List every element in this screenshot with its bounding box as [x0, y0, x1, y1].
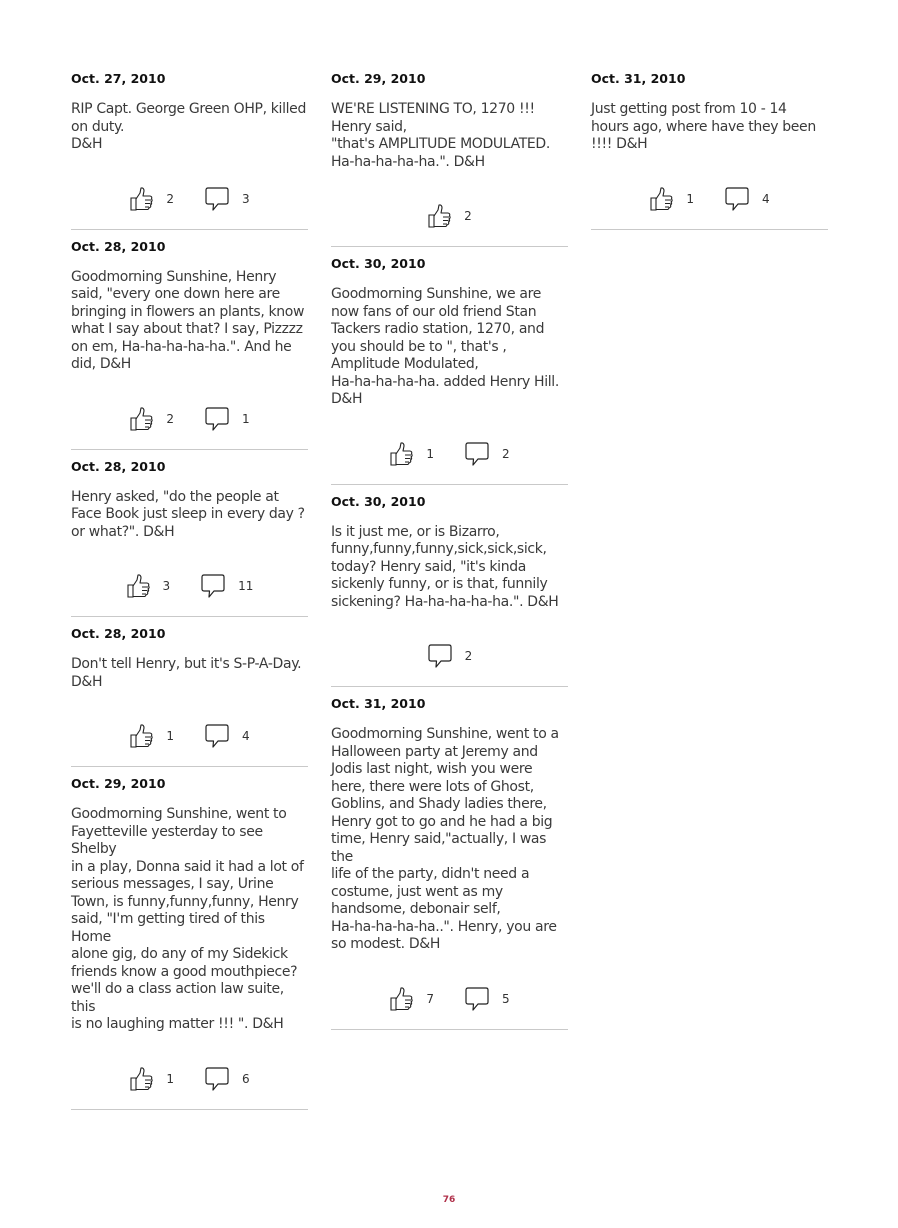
post-stats	[331, 439, 568, 469]
post-date: Oct. 28, 2010	[71, 458, 166, 474]
comment-count[interactable]	[204, 1066, 250, 1092]
post-date: Oct. 29, 2010	[71, 776, 166, 791]
column-right	[591, 62, 828, 230]
like-count-value: 3	[162, 579, 171, 593]
post	[331, 687, 568, 1030]
post-text: Goodmorning Sunshine, we are now fans of our old friend Stan Tackers radio station, 1270, and you should be to ", that's , Amplitude Modulated, Ha-ha-ha-ha-ha. added Henry Hill. D&H	[331, 286, 559, 407]
speech-bubble-icon[interactable]	[204, 723, 230, 749]
page-number: 76	[442, 1195, 456, 1205]
post-date: Oct. 29, 2010	[331, 71, 426, 86]
thumbs-up-icon[interactable]	[129, 406, 154, 432]
like-count-value: 1	[166, 1071, 174, 1086]
post-date: Oct. 30, 2010	[331, 493, 426, 509]
post-date: Oct. 31, 2010	[331, 696, 426, 711]
post-text: Don't tell Henry, but it's S-P-A-Day. D&H	[71, 656, 302, 690]
comment-count[interactable]	[724, 186, 770, 212]
post-text: WE'RE LISTENING TO, 1270 !!! Henry said, "that's AMPLITUDE MODULATED. Ha-ha-ha-ha-ha.". D&H	[331, 101, 550, 170]
post-text: RIP Capt. George Green OHP, killed on duty. D&H	[71, 101, 306, 152]
comment-count[interactable]	[427, 643, 473, 669]
speech-bubble-icon[interactable]	[427, 643, 453, 669]
like-count[interactable]	[649, 186, 694, 212]
speech-bubble-icon[interactable]	[724, 186, 750, 212]
speech-bubble-icon[interactable]	[464, 986, 490, 1012]
comment-count-value: 6	[242, 1071, 250, 1086]
speech-bubble-icon[interactable]	[204, 1066, 230, 1092]
thumbs-up-icon[interactable]	[649, 186, 674, 212]
post-stats	[331, 984, 568, 1014]
like-count[interactable]	[129, 723, 174, 749]
thumbs-up-icon[interactable]	[389, 986, 414, 1012]
like-count[interactable]	[389, 441, 434, 467]
post-stats	[331, 201, 568, 231]
thumbs-up-icon[interactable]	[129, 723, 154, 749]
post-stats	[71, 721, 308, 751]
like-count[interactable]	[129, 406, 174, 432]
like-count[interactable]	[389, 986, 434, 1012]
comment-count-value: 4	[242, 729, 250, 743]
comment-count-value: 1	[242, 411, 250, 426]
post-text: Just getting post from 10 - 14 hours ago, where have they been !!!! D&H	[591, 101, 816, 152]
comment-count-value: 2	[502, 446, 510, 461]
like-count-value: 1	[686, 191, 694, 206]
post-stats	[71, 184, 308, 214]
thumbs-up-icon[interactable]	[126, 573, 151, 599]
post	[331, 247, 568, 485]
post	[591, 62, 828, 230]
post-text: Goodmorning Sunshine, Henry said, "every one down here are bringing in flowers an plants, know what I say about that? I say, Pizzzz on em, Ha-ha-ha-ha-ha.". And he did, D&H	[71, 268, 305, 372]
comment-count-value: 5	[502, 991, 510, 1006]
column-middle	[331, 62, 568, 1030]
comment-count[interactable]	[204, 406, 250, 432]
comment-count[interactable]	[464, 986, 510, 1012]
like-count-value: 7	[426, 991, 434, 1006]
post-date: Oct. 30, 2010	[331, 256, 426, 271]
post	[71, 230, 308, 450]
post-date: Oct. 31, 2010	[591, 71, 686, 86]
comment-count[interactable]	[464, 441, 510, 467]
post-stats	[71, 1064, 308, 1094]
post-stats	[71, 404, 308, 434]
thumbs-up-icon[interactable]	[427, 203, 452, 229]
post	[71, 450, 308, 618]
post	[71, 767, 308, 1110]
column-left	[71, 62, 308, 1110]
like-count[interactable]	[126, 573, 171, 599]
post	[331, 62, 568, 247]
speech-bubble-icon[interactable]	[204, 186, 230, 212]
comment-count[interactable]	[200, 573, 253, 599]
comment-count[interactable]	[204, 186, 250, 212]
post	[71, 62, 308, 230]
speech-bubble-icon[interactable]	[464, 441, 490, 467]
post-date: Oct. 27, 2010	[71, 71, 166, 86]
post-stats	[591, 184, 828, 214]
post-stats	[331, 641, 568, 671]
thumbs-up-icon[interactable]	[129, 186, 154, 212]
like-count[interactable]	[427, 203, 472, 229]
comment-count-value: 4	[762, 191, 770, 206]
thumbs-up-icon[interactable]	[389, 441, 414, 467]
like-count-value: 2	[166, 191, 174, 206]
like-count-value: 2	[464, 209, 472, 223]
post-stats	[71, 571, 308, 601]
comment-count-value: 11	[238, 579, 254, 593]
comment-count[interactable]	[204, 723, 250, 749]
like-count[interactable]	[129, 1066, 174, 1092]
post-text: Goodmorning Sunshine, went to Fayetteville yesterday to see Shelby in a play, Donna said it had a lot of serious messages, I say, Urine Town, is funny,funny,funny, Henry said, "I'm getting tired of this Home alone gig, do any of my Sidekick friends know a good mouthpiece? we'll do a class action law suite, this is no laughing matter !!! ". D&H	[71, 806, 304, 1032]
post-date: Oct. 28, 2010	[71, 626, 166, 641]
post-date: Oct. 28, 2010	[71, 238, 166, 254]
thumbs-up-icon[interactable]	[129, 1066, 154, 1092]
comment-count-value: 2	[464, 649, 473, 663]
like-count-value: 1	[426, 446, 434, 461]
like-count-value: 2	[166, 411, 174, 426]
post-text: Henry asked, "do the people at Face Book just sleep in every day ? or what?". D&H	[71, 488, 305, 540]
comment-count-value: 3	[242, 191, 250, 206]
speech-bubble-icon[interactable]	[204, 406, 230, 432]
like-count-value: 1	[166, 729, 174, 743]
speech-bubble-icon[interactable]	[200, 573, 226, 599]
post	[71, 617, 308, 767]
like-count[interactable]	[129, 186, 174, 212]
post-text: Goodmorning Sunshine, went to a Halloween party at Jeremy and Jodis last night, wish you were here, there were lots of Ghost, Goblins, and Shady ladies there, Henry got to go and he had a big time, Henry said,"actually, I was the life of the party, didn't need a costume, just went as my handsome, debonair self, Ha-ha-ha-ha-ha..". Henry, you are so modest. D&H	[331, 726, 559, 952]
post-text: Is it just me, or is Bizarro, funny,funny,funny,sick,sick,sick, today? Henry said, "it's kinda sickenly funny, or is that, funnily sickening? Ha-ha-ha-ha-ha.". D&H	[331, 523, 559, 610]
post	[331, 485, 568, 688]
